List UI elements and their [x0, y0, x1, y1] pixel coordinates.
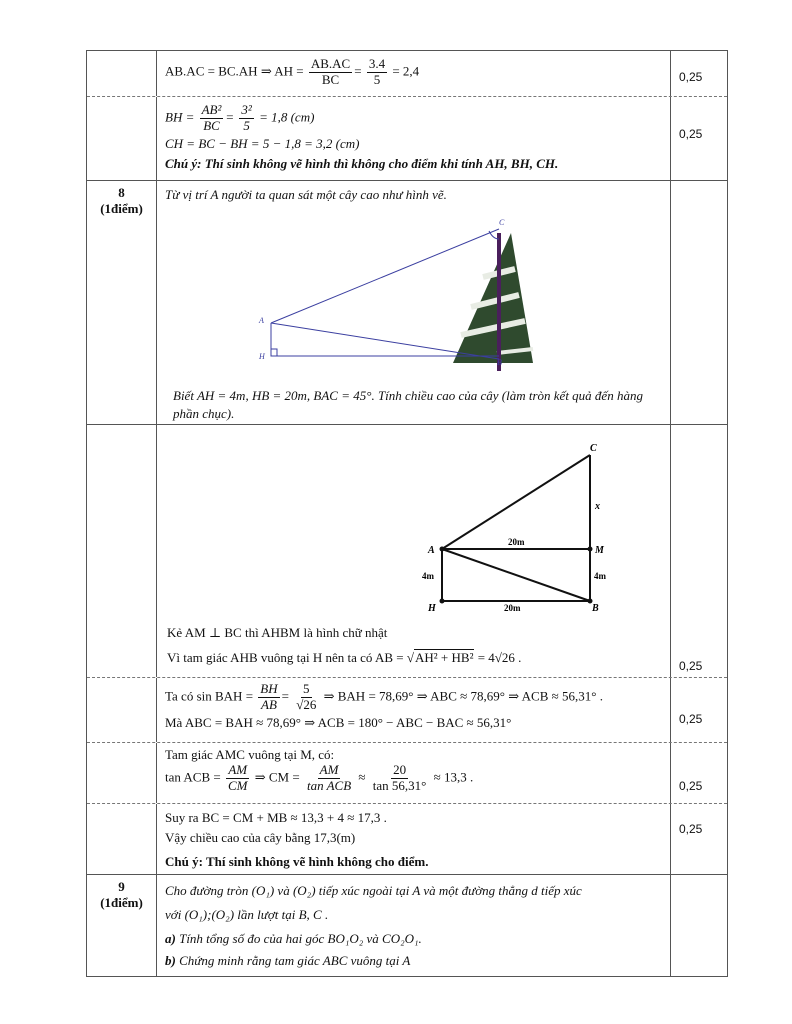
question-number: 8 [118, 185, 125, 200]
numerator: AB² [201, 102, 222, 117]
score-cell [671, 425, 727, 677]
formula-text: ≈ 13,3 . [433, 769, 474, 785]
fraction [371, 763, 429, 794]
question-text: với (O₁);(O₂) lần lượt tại B, C . [165, 907, 329, 922]
question-points: (1điểm) [100, 201, 143, 216]
label-x: x [595, 501, 600, 512]
label-c: C [499, 218, 505, 227]
score-cell [671, 875, 727, 976]
score-value: 0,25 [679, 659, 703, 673]
formula-line: Mà ABC = BAH ≈ 78,69° ⇒ ACB = 180° − ABC − BAC ≈ 56,31° [165, 714, 512, 730]
score-value: 0,25 [679, 127, 703, 141]
question-task: Tính chiều cao của cây (làm tròn kết quả đến hàng phần chục). [173, 388, 643, 421]
solution-text: Tam giác AMC vuông tại M, có: [165, 747, 335, 762]
label-a: A [259, 316, 264, 325]
sub-question-label: a) [165, 931, 176, 946]
formula-text: ≈ [358, 769, 366, 785]
sub-question-text: Chứng minh rằng tam giác ABC vuông tại A [179, 953, 411, 968]
question-cell [87, 181, 157, 424]
formula-text: ⇒ BAH = 78,69° ⇒ ABC ≈ 78,69° ⇒ ACB ≈ 56,31° . [323, 688, 603, 704]
table-row [87, 97, 727, 181]
solution-text-ab: Vì tam giác AHB vuông tại H nên ta có AB = √AH² + HB² = 4√26 . [167, 650, 522, 665]
denominator: CM [227, 777, 248, 793]
score-cell [671, 678, 727, 742]
denominator: BC [321, 71, 340, 87]
numerator: 3² [241, 102, 252, 117]
fraction [309, 57, 352, 88]
question-cell [87, 51, 157, 96]
line-ac [271, 229, 499, 323]
score-value: 0,25 [679, 822, 703, 836]
label-mb: 4m [594, 571, 606, 581]
score-cell [671, 804, 727, 874]
table-row [87, 804, 727, 875]
formula-line: AB.AC = BC.AH ⇒ AH = $\frac{AB.AC}{BC}$ = $\frac{3.4}{5}$ = 2,4 [165, 56, 420, 87]
score-cell [671, 743, 727, 803]
solution-text: = 4√26 . [477, 650, 522, 665]
tree-body [453, 233, 533, 363]
fraction [258, 682, 279, 713]
denominator: tan 56,31° [372, 777, 427, 793]
fraction [305, 763, 353, 794]
denominator: BC [203, 117, 220, 133]
question-text: Cho đường tròn (O₁) và (O₂) tiếp xúc ngoài tại A và một đường thẳng d tiếp xúc [165, 883, 582, 898]
label-ah: 4m [422, 571, 434, 581]
score-value: 0,25 [679, 712, 703, 726]
table-row [87, 51, 727, 97]
denominator: 5 [373, 71, 381, 87]
solution-figure [352, 443, 612, 613]
formula-text: Ta có sin BAH = [165, 688, 254, 704]
numerator: AM [228, 762, 248, 777]
label-a: A [428, 545, 435, 556]
denominator: √26 [296, 696, 317, 712]
sub-question-b [165, 951, 664, 971]
label-hb: 20m [504, 603, 521, 613]
question-cell [87, 97, 157, 180]
label-h: H [428, 603, 436, 614]
formula-text: ⇒ CM = [254, 769, 300, 785]
fraction [239, 103, 253, 134]
formula-text: BH = [165, 109, 195, 125]
formula-text: = 2,4 [392, 63, 420, 79]
content-cell [157, 743, 671, 803]
content-cell [157, 97, 671, 180]
fraction [226, 763, 250, 794]
content-cell [157, 425, 671, 677]
fraction [200, 103, 224, 134]
formula-line: BH = $\frac{\text{AB²}}{BC}$ = $\frac{\text{3²}}{5}$ = 1,8 (cm) [165, 102, 315, 133]
question-number: 9 [118, 879, 125, 894]
question-given [173, 387, 667, 423]
score-cell [671, 51, 727, 96]
sub-question-label: b) [165, 953, 176, 968]
sub-question-a [165, 927, 664, 951]
label-h: H [259, 352, 265, 361]
note-text: Chú ý: Thí sinh không vẽ hình không cho điểm. [165, 854, 429, 869]
table-row [87, 743, 727, 804]
solution-text: Suy ra BC = CM + MB ≈ 13,3 + 4 ≈ 17,3 . [165, 810, 387, 825]
label-c: C [590, 443, 597, 454]
denominator: AB [261, 696, 277, 712]
given-values: Biết AH = 4m, HB = 20m, BAC = 45°. [173, 388, 375, 403]
sub-question-text: Tính tổng số đo của hai góc BO₁O₂ và CO₂O₁. [179, 931, 422, 946]
fraction [294, 682, 318, 713]
label-am: 20m [508, 537, 525, 547]
content-cell [157, 678, 671, 742]
score-cell [671, 181, 727, 424]
label-b: B [497, 358, 502, 367]
question-cell [87, 804, 157, 874]
answer-table [86, 50, 728, 977]
table-row [87, 875, 727, 977]
formula-text: = 1,8 (cm) [259, 109, 315, 125]
numerator: AB.AC [310, 56, 351, 71]
content-cell [157, 875, 671, 976]
numerator: 3.4 [368, 56, 386, 71]
score-value: 0,25 [679, 70, 703, 84]
label-b: B [592, 603, 599, 614]
question-text: Từ vị trí A người ta quan sát một cây cao như hình vẽ. [165, 187, 447, 202]
solution-text: Vì tam giác AHB vuông tại H nên ta có AB = [167, 650, 404, 665]
label-m: M [595, 545, 604, 556]
question-cell [87, 678, 157, 742]
numerator: AM [319, 762, 339, 777]
table-row [87, 181, 727, 425]
denominator: tan ACB [306, 777, 352, 793]
content-cell [157, 181, 671, 424]
content-cell [157, 804, 671, 874]
numerator: 5 [303, 681, 310, 696]
content-cell [157, 51, 671, 96]
question-cell [87, 875, 157, 976]
table-row [87, 425, 727, 678]
note-text: Chú ý: Thí sinh không vẽ hình thì không cho điểm khi tính AH, BH, CH. [165, 155, 559, 171]
sqrt-expression: AH² + HB² [415, 650, 474, 665]
score-value: 0,25 [679, 779, 703, 793]
formula-line [165, 763, 664, 794]
denominator: 5 [243, 117, 250, 133]
formula-line: Ta có sin BAH = $\frac{BH}{AB}$ = $\frac{5}{√26}$ ⇒ BAH = 78,69° ⇒ ABC ≈ 78,69° ⇒ ACB ≈ 56,31° . [165, 681, 603, 712]
question-cell [87, 425, 157, 677]
table-row [87, 678, 727, 743]
solution-lines [167, 621, 521, 671]
formula-text: tan ACB = [165, 769, 221, 785]
formula-text: AB.AC = BC.AH ⇒ AH = [165, 63, 304, 79]
numerator: 20 [393, 762, 407, 777]
numerator: BH [260, 681, 278, 696]
formula-line: CH = BC − BH = 5 − 1,8 = 3,2 (cm) [165, 135, 360, 151]
solution-text: Kẻ AM ⊥ BC thì AHBM là hình chữ nhật [167, 625, 388, 640]
fraction [367, 57, 387, 88]
score-cell [671, 97, 727, 180]
question-cell [87, 743, 157, 803]
question-points: (1điểm) [100, 895, 143, 910]
solution-text: Vậy chiều cao của cây bằng 17,3(m) [165, 830, 356, 845]
